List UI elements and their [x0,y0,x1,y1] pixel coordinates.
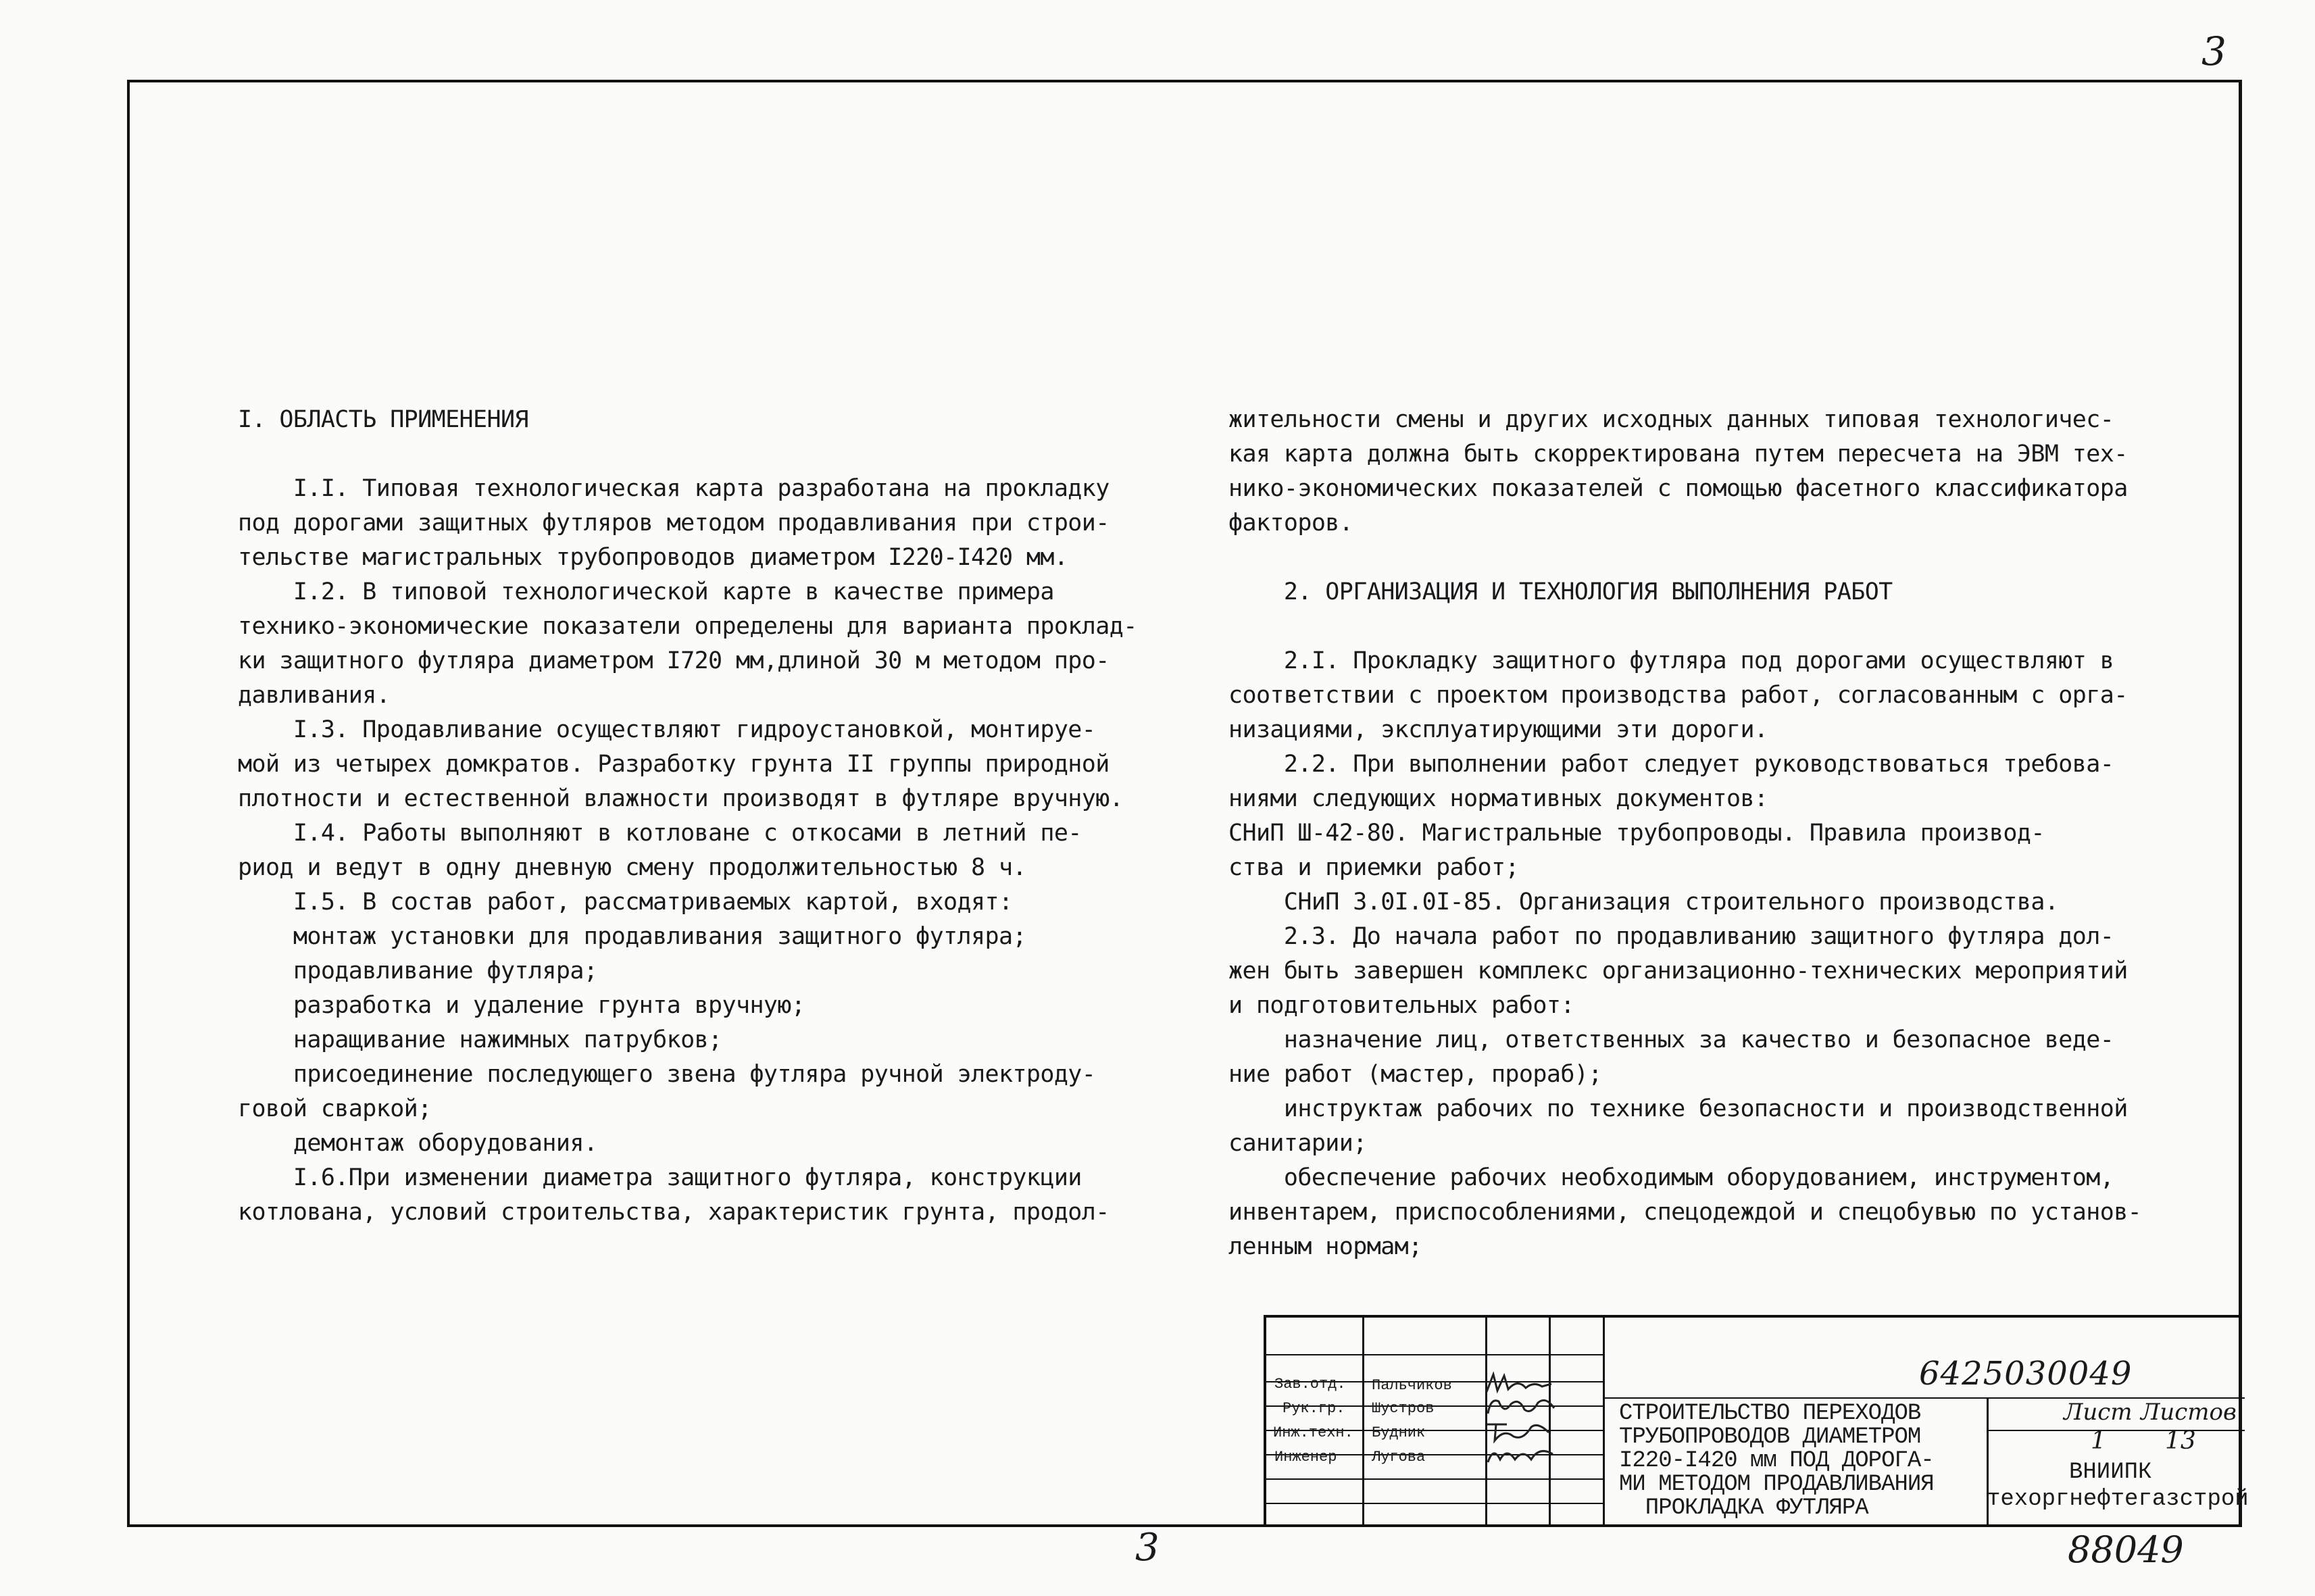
left-column-line: I.5. В состав работ, рассматриваемых картой, входят: [238,889,1013,916]
title-line: I220-I420 мм ПОД ДОРОГА- [1619,1448,1934,1474]
name-lugova: Лугова [1372,1449,1426,1466]
role-engineer: Инженер [1274,1449,1337,1466]
organization-line-2: техоргнефтегазстрой [1987,1487,2249,1512]
right-column-line: факторов. [1228,509,1353,537]
left-column-line: I.3. Продавливание осуществляют гидроустановкой, монтируе- [238,716,1096,743]
left-column-line: I.6.При изменении диаметра защитного футляра, конструкции [238,1164,1082,1191]
left-column-line: I.4. Работы выполняют в котловане с откосами в летний пе- [238,820,1082,847]
left-column-line: под дорогами защитных футляров методом продавливания при строи- [238,509,1110,537]
document-code: 6425030049 [1919,1355,2133,1393]
left-column-line: давливания. [238,682,391,709]
right-column-line: соответствии с проектом производства работ, согласованным с орга- [1228,682,2128,709]
right-column-line: ленным нормам; [1228,1233,1422,1260]
left-column-line: котлована, условий строительства, характеристик грунта, продол- [238,1199,1110,1226]
left-column-line: плотности и естественной влажности производят в футляре вручную. [238,785,1124,812]
right-column-line: 2. ОРГАНИЗАЦИЯ И ТЕХНОЛОГИЯ ВЫПОЛНЕНИЯ РАБОТ [1228,578,1893,605]
right-column-line: кая карта должна быть скорректирована путем пересчета на ЭВМ тех- [1228,441,2128,468]
sheet-value: 1 [2091,1427,2106,1455]
right-column-line: ства и приемки работ; [1228,854,1519,881]
left-column-line: монтаж установки для продавливания защитного футляра; [238,923,1026,950]
sheet-number-bottom: 3 [1135,1526,1160,1570]
signature-1 [1484,1372,1554,1396]
right-column-line: 2.3. До начала работ по продавливанию защитного футляра дол- [1228,923,2114,950]
right-column-line: ние работ (мастер, прораб); [1228,1061,1602,1088]
left-column-line: присоединение последующего звена футляра ручной электроду- [238,1061,1096,1088]
left-column-line: продавливание футляра; [238,957,598,984]
left-column-line: I. ОБЛАСТЬ ПРИМЕНЕНИЯ [238,406,528,433]
right-column-line: жительности смены и других исходных данных типовая технологичес- [1228,406,2114,433]
title-line: ПРОКЛАДКА ФУТЛЯРА [1619,1495,1868,1521]
left-column-line: мой из четырех домкратов. Разработку грунта II группы природной [238,751,1110,778]
left-column-line: ки защитного футляра диаметром I720 мм,длиной 30 м методом про- [238,647,1110,674]
left-column-line [238,437,1157,472]
inventory-number: 88049 [2068,1528,2184,1571]
name-shustrov: Шустров [1372,1400,1435,1417]
signature-2 [1484,1395,1558,1419]
sheet-label: Лист [2064,1399,2133,1426]
left-column-line: наращивание нажимных патрубков; [238,1026,722,1053]
right-column-line: назначение лиц, ответственных за качество и безопасное веде- [1228,1026,2114,1053]
title-line: СТРОИТЕЛЬСТВО ПЕРЕХОДОВ [1619,1401,1921,1426]
right-column-line: ниями следующих нормативных документов: [1228,785,1768,812]
left-column-line: технико-экономические показатели определены для варианта проклад- [238,613,1137,640]
right-column-line [1228,609,2161,644]
left-column-line: риод и ведут в одну дневную смену продолжительностью 8 ч. [238,854,1026,881]
left-text-column [238,403,1157,1230]
document-title [1619,1402,1934,1520]
left-column-line: говой сваркой; [238,1095,432,1122]
right-column-line [1228,541,2161,575]
role-tech-engineer: Инж.техн. [1273,1424,1353,1441]
right-column-line: инструктаж рабочих по технике безопасности и производственной [1228,1095,2128,1122]
right-column-line: СНиП 3.0I.0I-85. Организация строительного производства. [1228,889,2059,916]
left-column-line: тельстве магистральных трубопроводов диаметром I220-I420 мм. [238,544,1068,571]
title-line: МИ МЕТОДОМ ПРОДАВЛИВАНИЯ [1619,1472,1934,1497]
right-column-line: 2.I. Прокладку защитного футляра под дорогами осуществляют в [1228,647,2114,674]
left-column-line: I.2. В типовой технологической карте в качестве примера [238,578,1054,605]
sheets-value: 13 [2165,1427,2196,1455]
sheets-label: Листов [2141,1399,2237,1426]
right-column-line: низациями, эксплуатирующими эти дороги. [1228,716,1768,743]
right-column-line: нико-экономических показателей с помощью фасетного классификатора [1228,475,2128,502]
name-budnik: Будник [1372,1424,1426,1441]
sheet-number-top: 3 [2201,28,2226,74]
right-column-line: СНиП Ш-42-80. Магистральные трубопроводы. Правила производ- [1228,820,2045,847]
left-column-line: I.I. Типовая технологическая карта разработана на прокладку [238,475,1110,502]
organization-line-1: ВНИИПК [2069,1460,2152,1485]
right-column-line: 2.2. При выполнении работ следует руководствоваться требова- [1228,751,2114,778]
signature-3 [1484,1419,1554,1443]
right-column-line: жен быть завершен комплекс организационно-технических мероприятий [1228,957,2128,984]
left-column-line: демонтаж оборудования. [238,1130,598,1157]
name-palchikov: Пальчиков [1372,1377,1452,1394]
right-column-line: инвентарем, приспособлениями, спецодеждой и спецобувью по установ- [1228,1199,2142,1226]
right-text-column [1228,403,2161,1264]
right-column-line: обеспечение рабочих необходимым оборудованием, инструментом, [1228,1164,2114,1191]
right-column-line: санитарии; [1228,1130,1367,1157]
right-column-line: и подготовительных работ: [1228,992,1574,1019]
left-column-line: разработка и удаление грунта вручную; [238,992,805,1019]
signature-4 [1484,1442,1557,1466]
title-line: ТРУБОПРОВОДОВ ДИАМЕТРОМ [1619,1424,1921,1450]
role-head-of-department: Зав.отд. [1274,1376,1346,1393]
role-group-lead: Рук.гр. [1283,1400,1345,1417]
